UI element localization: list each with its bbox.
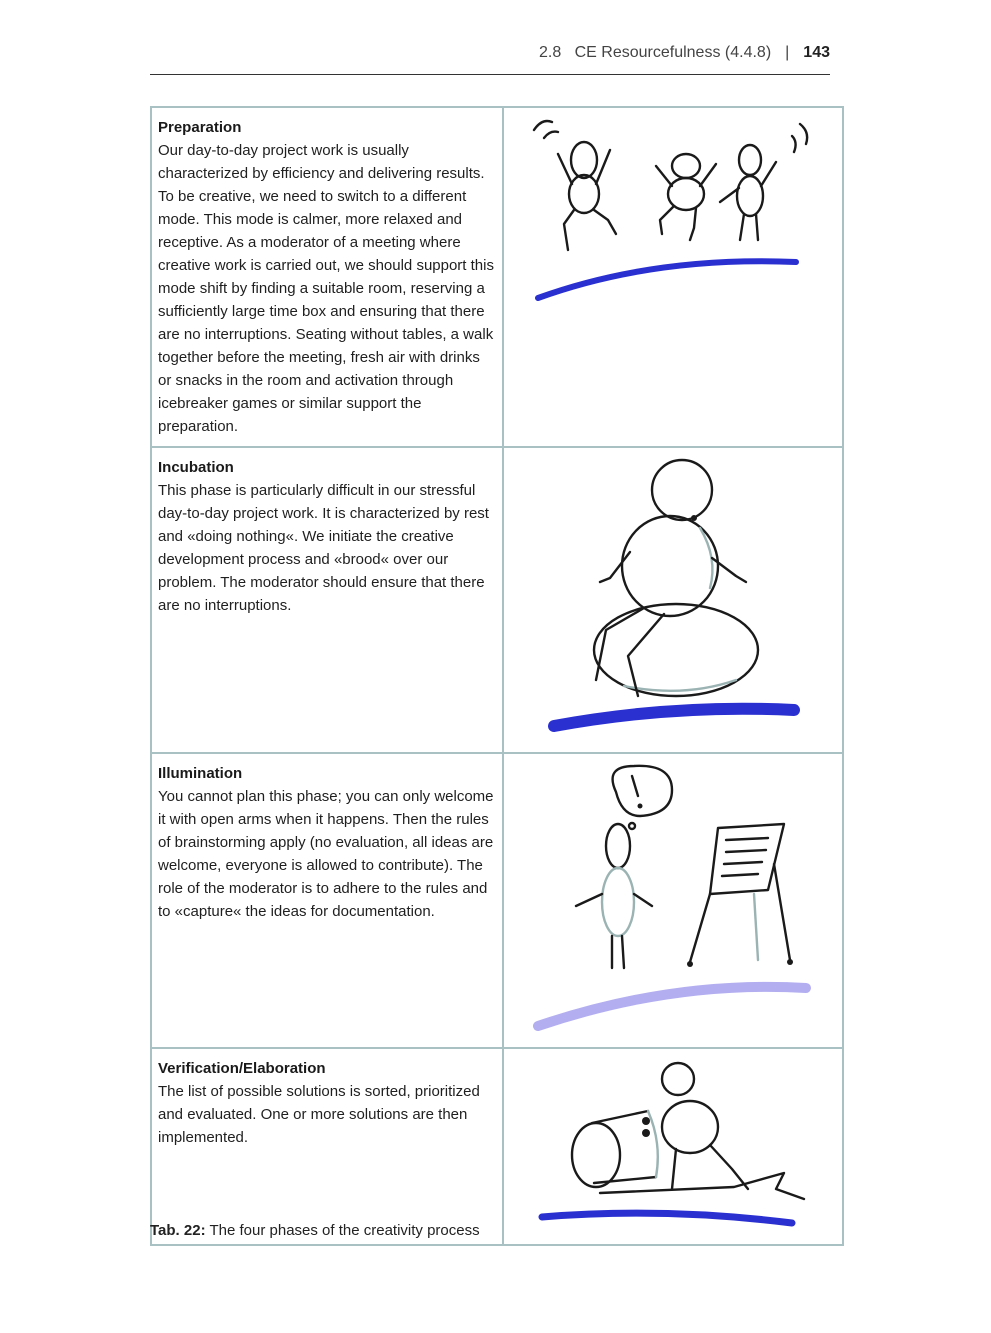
header-separator: |: [785, 44, 790, 61]
running-head: [150, 44, 830, 75]
phase-illustration-cell: [503, 1048, 843, 1245]
phase-description: You cannot plan this phase; you can only welcome it with open arms when it happens. Then the rules of brainstorming apply (no evaluation, all ideas are welcome, everyone is allowed to contribute). The role of the moderator is to adhere to the rules and to «capture« the ideas for documentation.: [158, 788, 494, 920]
page-number: 143: [803, 44, 830, 61]
table-row-illumination: [151, 753, 843, 1048]
table-caption: [150, 1222, 480, 1239]
phase-description: Our day-to-day project work is usually characterized by efficiency and delivering results. To be creative, we need to switch to a different mode. This mode is calmer, more relaxed and receptive. As a moderator of a meeting where creative work is carried out, we should support this mode shift by finding a suitable room, reserving a sufficiently large time box and ensuring that there are no interruptions. Seating without tables, a walk together before the meeting, fresh air with drinks or snacks in the room and activation through icebreaker games or similar support the preparation.: [158, 142, 494, 435]
phase-text-cell: [151, 1048, 503, 1245]
phase-description: This phase is particularly difficult in our stressful day-to-day project work. It is characterized by rest and «doing nothing«. We initiate the creative development process and «brood« over our problem. The moderator should ensure that there are no interruptions.: [158, 482, 489, 614]
phase-text-cell: [151, 107, 503, 447]
pushing-roll-illustration: [504, 1049, 840, 1236]
phase-illustration-cell: [503, 447, 843, 753]
table-row-preparation: [151, 107, 843, 447]
section-number: 2.8: [539, 44, 562, 61]
phase-text-cell: [151, 753, 503, 1048]
phase-title: Preparation: [158, 119, 242, 136]
phases-table: [150, 106, 844, 1246]
phase-text-cell: [151, 447, 503, 753]
caption-label: Tab. 22:: [150, 1222, 206, 1239]
phase-title: Illumination: [158, 765, 243, 782]
caption-text: The four phases of the creativity process: [209, 1222, 480, 1239]
jumping-figures-illustration: [504, 108, 840, 438]
section-title: CE Resourcefulness (4.4.8): [574, 44, 772, 61]
phase-illustration-cell: [503, 753, 843, 1048]
flipchart-figure-illustration: [504, 754, 840, 1039]
phase-title: Verification/Elaboration: [158, 1060, 326, 1077]
phase-title: Incubation: [158, 459, 234, 476]
phase-description: The list of possible solutions is sorted, prioritized and evaluated. One or more solutions are then implemented.: [158, 1083, 480, 1146]
table-row-verification: [151, 1048, 843, 1245]
table-row-incubation: [151, 447, 843, 753]
phase-illustration-cell: [503, 107, 843, 447]
brooding-figure-illustration: [504, 448, 840, 744]
